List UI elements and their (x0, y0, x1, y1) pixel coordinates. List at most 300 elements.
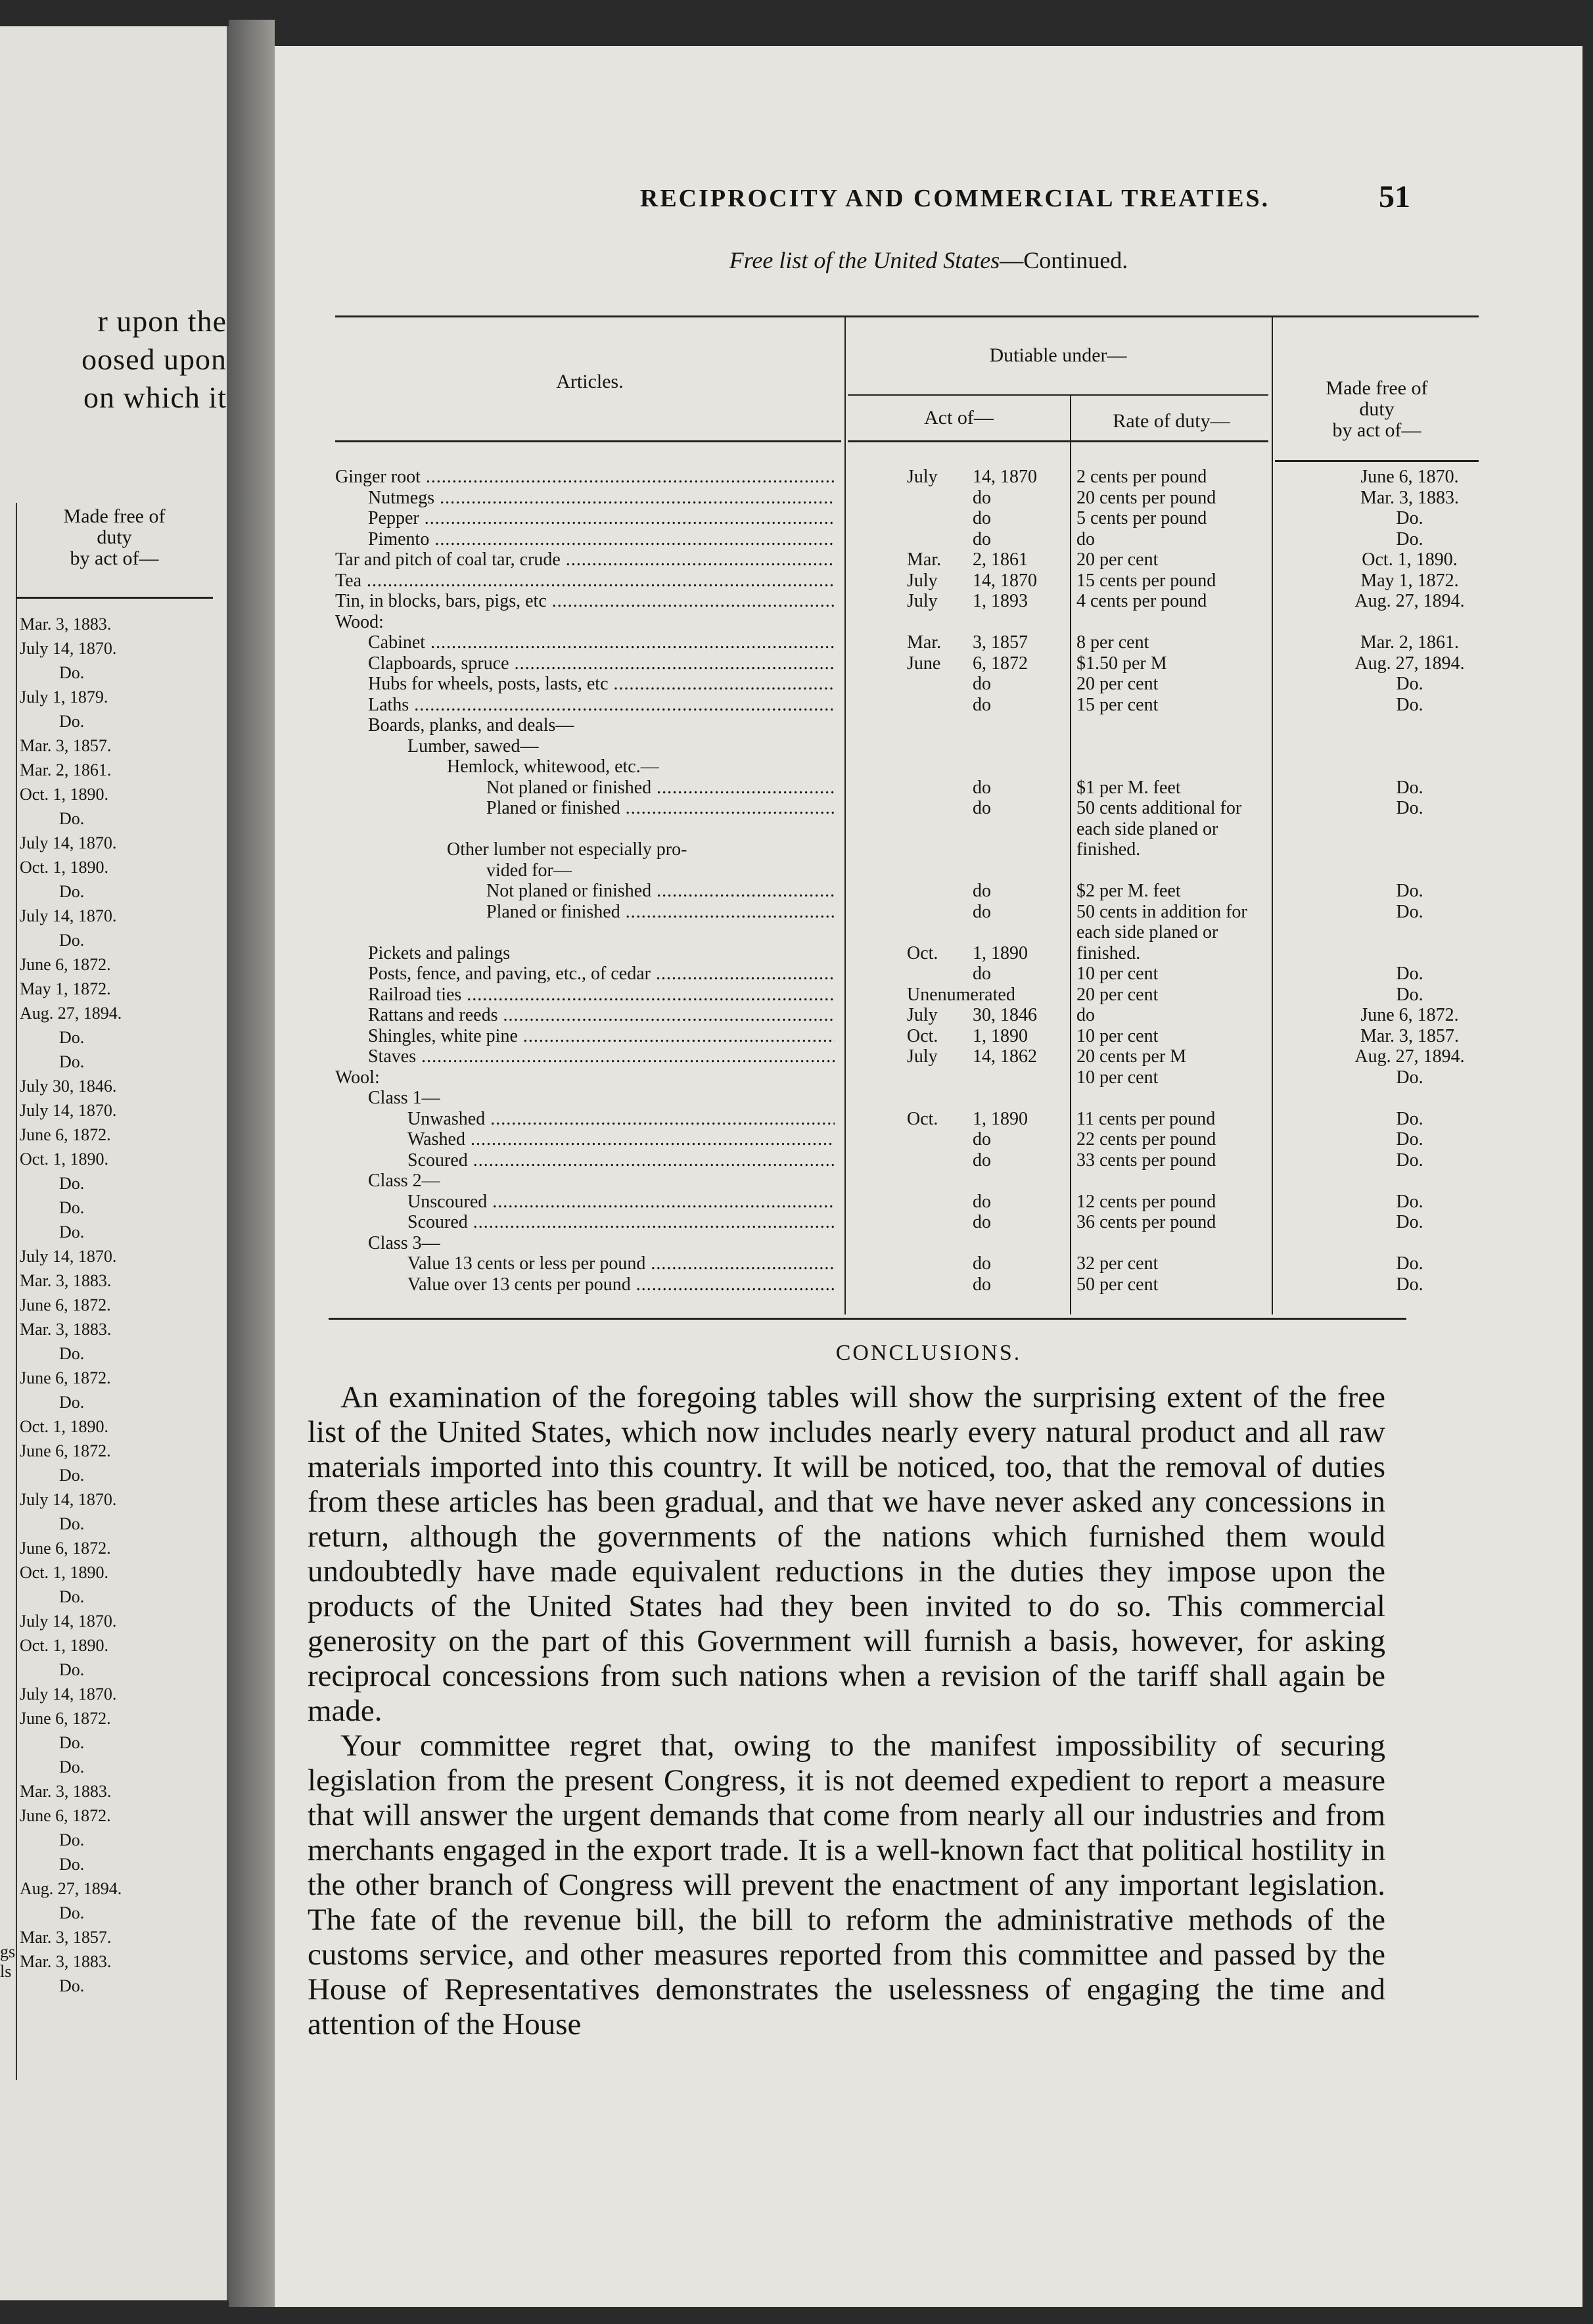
facing-date: Oct. 1, 1890. (20, 858, 109, 877)
made-free-cell: Oct. 1, 1890. (1362, 549, 1458, 570)
page-number: 51 (1379, 179, 1410, 214)
rate-cell: 4 cents per pound (1076, 591, 1207, 611)
facing-date: Do. (59, 712, 85, 731)
rate-cell: 10 per cent (1076, 964, 1159, 984)
table-row (335, 943, 1479, 964)
header-made-free (1275, 378, 1479, 441)
table-row (335, 1150, 1479, 1171)
act-date: do (973, 901, 991, 922)
act-cell (907, 964, 1065, 985)
made-free-cell: Do. (1396, 674, 1423, 694)
act-cell (907, 902, 1065, 923)
facing-line: on which it (83, 381, 227, 414)
act-date: do (973, 1129, 991, 1150)
made-free-cell: June 6, 1872. (1360, 1005, 1459, 1025)
act-cell (907, 1026, 1065, 1047)
rate-cell: 33 cents per pound (1076, 1150, 1216, 1171)
article-cell: Planed or finished ..... (486, 798, 835, 819)
article-cell: Nutmegs ..... (368, 488, 835, 509)
act-cell (907, 695, 1065, 716)
header-bottom-rule (335, 440, 841, 442)
facing-date: Do. (59, 1660, 85, 1679)
facing-date: Do. (59, 931, 85, 950)
act-date: 14, 1862 (973, 1046, 1037, 1067)
article-cell: Shingles, white pine ..... (368, 1026, 835, 1047)
rate-cell: 20 per cent (1076, 549, 1159, 570)
act-date: do (973, 674, 991, 694)
act-cell (907, 674, 1065, 695)
act-date: 1, 1890 (973, 942, 1028, 964)
table-row (335, 1171, 1479, 1192)
facing-date: July 14, 1870. (20, 1490, 117, 1509)
act-date: 6, 1872 (973, 653, 1028, 674)
act-cell (907, 1129, 1065, 1150)
made-free-cell: Do. (1396, 1274, 1423, 1295)
made-free-cell: June 6, 1870. (1360, 467, 1459, 487)
table-row (335, 1109, 1479, 1130)
article-cell: Ginger root ..... (335, 467, 835, 488)
facing-date: Oct. 1, 1890. (20, 1417, 109, 1436)
act-cell (907, 508, 1065, 529)
table-row (335, 1233, 1479, 1254)
article-cell: Other lumber not especially pro- (447, 839, 687, 860)
act-cell (907, 1253, 1065, 1274)
made-free-cell: Do. (1396, 901, 1423, 922)
article-cell: Planed or finished ..... (486, 902, 835, 923)
article-cell: Wood: (335, 611, 384, 632)
article-cell: Hemlock, whitewood, etc.— (447, 756, 659, 777)
article-cell: Cabinet ..... (368, 632, 835, 653)
facing-date: May 1, 1872. (20, 979, 111, 998)
facing-date: Do. (59, 663, 85, 682)
facing-date: June 6, 1872. (20, 955, 111, 974)
paragraph: An examination of the foregoing tables will show the surprising extent of the free list of the United States, which now includes nearly every natural product and all raw materials imported into this country. It will be noticed, too, that the removal of duties from these articles has been gradual, and that we have never asked any concessions in return, although the governments of the nations which furnished them would undoubtedly have made equivalent reductions in the duties they impose upon the products of the United States had they been invited to do so. This commercial generosity on the part of this Government will furnish a basis, however, for asking reciprocal concessions from such nations when a revision of the tariff shall again be made. (308, 1380, 1385, 1728)
facing-date: Do. (59, 1855, 85, 1874)
free-list-table (335, 296, 1479, 1347)
facing-date: July 14, 1870. (20, 1247, 117, 1266)
act-date: do (973, 1253, 991, 1274)
made-free-cell: Do. (1396, 694, 1423, 715)
rate-cell: 15 per cent (1076, 694, 1159, 715)
article-cell: Washed ..... (407, 1129, 835, 1150)
rate-cell: 11 cents per pound (1076, 1108, 1216, 1129)
table-row (335, 1026, 1479, 1047)
act-month: July (907, 591, 938, 611)
facing-date: July 30, 1846. (20, 1077, 117, 1096)
rate-cell: $1 per M. feet (1076, 777, 1181, 798)
facing-date: July 14, 1870. (20, 833, 117, 852)
act-cell (907, 1109, 1065, 1130)
facing-date: July 1, 1879. (20, 687, 108, 707)
made-free-cell: Do. (1396, 798, 1423, 818)
act-cell (907, 653, 1065, 674)
made-free-cell: Do. (1396, 508, 1423, 528)
made-free-cell: Do. (1396, 1129, 1423, 1150)
act-cell (907, 819, 1065, 840)
rate-cell: do (1076, 1005, 1095, 1025)
article-cell: Class 3— (368, 1232, 440, 1253)
article-cell: Value 13 cents or less per pound ..... (407, 1253, 835, 1274)
table-row (335, 1212, 1479, 1233)
facing-date: Do. (59, 1514, 85, 1533)
act-date: 1, 1890 (973, 1108, 1028, 1129)
rate-cell: $2 per M. feet (1076, 881, 1181, 901)
act-cell (907, 467, 1065, 488)
facing-date: Oct. 1, 1890. (20, 1563, 109, 1582)
facing-date: Do. (59, 1733, 85, 1752)
made-free-cell: Do. (1396, 528, 1423, 549)
book-page (275, 46, 1582, 2307)
facing-date: Do. (59, 1393, 85, 1412)
table-row (335, 632, 1479, 653)
act-date: 14, 1870 (973, 467, 1037, 487)
facing-date: Do. (59, 1222, 85, 1242)
facing-date: Mar. 3, 1883. (20, 1782, 112, 1801)
act-date: do (973, 777, 991, 798)
table-row (335, 653, 1479, 674)
facing-date: Do. (59, 1466, 85, 1485)
table-row (335, 467, 1479, 488)
made-free-cell: Do. (1396, 1067, 1423, 1088)
facing-date: Mar. 3, 1883. (20, 1271, 112, 1290)
act-date: do (973, 881, 991, 901)
act-cell (907, 985, 1065, 1006)
rate-cell: 12 cents per pound (1076, 1191, 1216, 1212)
header-rate-of-duty: Rate of duty— (1113, 410, 1230, 432)
article-cell: Unscoured ..... (407, 1192, 835, 1213)
act-cell (907, 632, 1065, 653)
article-cell: Scoured ..... (407, 1150, 835, 1171)
facing-date: July 14, 1870. (20, 639, 117, 658)
act-month: July (907, 467, 938, 487)
facing-date: Do. (59, 1976, 85, 1995)
article-cell: Pickets and palings (368, 942, 511, 964)
facing-date: Mar. 3, 1883. (20, 615, 112, 634)
article-cell: Scoured ..... (407, 1212, 835, 1233)
facing-date: June 6, 1872. (20, 1709, 111, 1728)
table-row (335, 964, 1479, 985)
facing-date: Do. (59, 1903, 85, 1922)
article-cell: Tea ..... (335, 570, 835, 592)
facing-date: Oct. 1, 1890. (20, 1636, 109, 1655)
act-cell (907, 1192, 1065, 1213)
act-date: 1, 1893 (973, 591, 1028, 611)
table-row (335, 881, 1479, 902)
article-cell: Tar and pitch of coal tar, crude ..... (335, 549, 835, 570)
article-cell: Pepper ..... (368, 508, 835, 529)
facing-date: July 14, 1870. (20, 1101, 117, 1120)
facing-date: Do. (59, 1174, 85, 1193)
act-cell (907, 1212, 1065, 1233)
table-row (335, 1088, 1479, 1109)
rate-cell: 5 cents per pound (1076, 508, 1207, 528)
made-free-cell: Do. (1396, 1212, 1423, 1232)
facing-date: June 6, 1872. (20, 1295, 111, 1314)
article-cell: Unwashed ..... (407, 1109, 835, 1130)
made-free-cell: Aug. 27, 1894. (1354, 653, 1465, 674)
act-cell (907, 715, 1065, 736)
facing-date: Do. (59, 1830, 85, 1849)
act-cell (907, 529, 1065, 550)
article-cell: Boards, planks, and deals— (368, 715, 574, 735)
article-cell: Laths ..... (368, 695, 835, 716)
facing-fragment: gs (0, 1942, 16, 1961)
article-cell: Pimento ..... (368, 529, 835, 550)
act-cell (907, 570, 1065, 592)
rate-cell: each side planed or (1076, 818, 1218, 839)
facing-date: July 14, 1870. (20, 906, 117, 925)
article-cell: Rattans and reeds ..... (368, 1005, 835, 1026)
table-row (335, 1274, 1479, 1295)
table-row (335, 819, 1479, 840)
facing-page-text (81, 302, 227, 417)
table-row (335, 508, 1479, 529)
act-cell (907, 756, 1065, 778)
table-row (335, 1046, 1479, 1067)
act-month: July (907, 1005, 938, 1025)
header-dutiable-under: Dutiable under— (989, 344, 1127, 366)
article-cell: Class 1— (368, 1088, 440, 1108)
facing-header-rule (16, 597, 213, 599)
rate-cell: 20 per cent (1076, 984, 1159, 1005)
header-articles: Articles. (556, 371, 624, 392)
facing-date: July 14, 1870. (20, 1612, 117, 1631)
table-row (335, 839, 1479, 860)
table-row (335, 756, 1479, 778)
article-cell: Hubs for wheels, posts, lasts, etc ..... (368, 674, 835, 695)
act-month: June (907, 653, 941, 674)
table-row (335, 798, 1479, 819)
act-month: Mar. (907, 549, 942, 570)
article-cell: Not planed or finished ..... (486, 881, 835, 902)
article-cell: Staves ..... (368, 1046, 835, 1067)
running-title: RECIPROCITY AND COMMERCIAL TREATIES. (639, 185, 1270, 212)
act-date: 30, 1846 (973, 1005, 1037, 1025)
rate-cell: 15 cents per pound (1076, 570, 1216, 591)
act-cell (907, 1005, 1065, 1026)
caption-rest: —Continued. (1000, 247, 1128, 273)
act-date: do (973, 487, 991, 508)
table-row (335, 612, 1479, 633)
act-date: 14, 1870 (973, 570, 1037, 591)
table-caption (275, 246, 1582, 274)
rate-cell: 8 per cent (1076, 632, 1149, 653)
made-free-cell: Mar. 3, 1883. (1360, 487, 1460, 508)
table-row (335, 985, 1479, 1006)
act-cell (907, 1150, 1065, 1171)
conclusions-body (308, 1380, 1385, 2042)
act-date: 2, 1861 (973, 549, 1028, 570)
table-row (335, 860, 1479, 881)
made-free-line: Made free of (1326, 377, 1428, 399)
made-free-cell: Do. (1396, 964, 1423, 984)
act-month: Mar. (907, 632, 942, 653)
table-row (335, 674, 1479, 695)
made-free-cell: Do. (1396, 1191, 1423, 1212)
facing-date: June 6, 1872. (20, 1539, 111, 1558)
facing-page (0, 26, 229, 2300)
act-date: 3, 1857 (973, 632, 1028, 653)
facing-date: Do. (59, 809, 85, 828)
table-row (335, 1192, 1479, 1213)
rate-cell: 50 cents additional for (1076, 798, 1242, 818)
made-free-cell: Mar. 3, 1857. (1360, 1025, 1460, 1046)
rate-cell: 10 per cent (1076, 1067, 1159, 1088)
table-row (335, 549, 1479, 570)
article-cell: Posts, fence, and paving, etc., of cedar ..... (368, 964, 835, 985)
made-free-cell: Do. (1396, 1108, 1423, 1129)
table-row (335, 570, 1479, 592)
header-bottom-rule (1275, 460, 1479, 462)
made-free-cell: Do. (1396, 984, 1423, 1005)
made-free-cell: May 1, 1872. (1360, 570, 1459, 591)
act-month: Oct. (907, 1025, 938, 1046)
act-cell (907, 943, 1065, 964)
facing-header-line: duty (97, 526, 132, 548)
act-date: do (973, 508, 991, 528)
facing-date: Do. (59, 1757, 85, 1777)
act-month: July (907, 1046, 938, 1067)
act-date: do (973, 694, 991, 715)
rate-cell: 20 cents per M (1076, 1046, 1187, 1067)
table-row (335, 736, 1479, 757)
table-row (335, 529, 1479, 550)
article-cell: vided for— (486, 860, 572, 881)
facing-fragment: ls (0, 1962, 12, 1981)
act-cell (907, 881, 1065, 902)
facing-date: June 6, 1872. (20, 1125, 111, 1144)
act-date: do (973, 1274, 991, 1295)
act-month: Unenumerated (907, 984, 1015, 1005)
table-row (335, 902, 1479, 923)
rate-cell: 20 cents per pound (1076, 487, 1216, 508)
paragraph: Your committee regret that, owing to the manifest impossibility of securing legislation from the present Congress, it is not deemed expedient to report a measure that will answer the urgent demands that come from nearly all our industries and from merchants engaged in the export trade. It is a well-known fact that political hostility in the other branch of Congress will prevent the enactment of any important legislation. The fate of the revenue bill, the bill to reform the administrative methods of the customs service, and other measures reported from this committee and passed by the House of Representatives demonstrates the uselessness of engaging the time and attention of the House (308, 1729, 1385, 2041)
facing-date: Mar. 2, 1861. (20, 760, 112, 779)
made-free-cell: Do. (1396, 881, 1423, 901)
facing-date: Mar. 3, 1857. (20, 736, 112, 755)
rate-cell: 36 cents per pound (1076, 1212, 1216, 1232)
table-bottom-rule (329, 1318, 1406, 1320)
table-row (335, 591, 1479, 612)
rate-cell: 50 cents in addition for (1076, 901, 1247, 922)
facing-date: Mar. 3, 1857. (20, 1928, 112, 1947)
rate-cell: finished. (1076, 942, 1141, 964)
facing-date: Do. (59, 1028, 85, 1047)
article-cell: Lumber, sawed— (407, 735, 539, 756)
made-free-cell: Aug. 27, 1894. (1354, 591, 1465, 611)
article-cell: Value over 13 cents per pound ..... (407, 1274, 835, 1295)
rate-cell: finished. (1076, 839, 1141, 860)
facing-date: Do. (59, 1052, 85, 1071)
made-free-cell: Mar. 2, 1861. (1360, 632, 1460, 653)
header-bottom-rule (848, 440, 1268, 442)
made-free-line: by act of— (1332, 419, 1421, 441)
made-free-cell: Do. (1396, 777, 1423, 798)
facing-date: Do. (59, 882, 85, 901)
facing-date: Mar. 3, 1883. (20, 1320, 112, 1339)
act-cell (907, 488, 1065, 509)
act-cell (907, 1274, 1065, 1295)
rate-cell: 32 per cent (1076, 1253, 1159, 1274)
act-cell (907, 736, 1065, 757)
facing-date: Aug. 27, 1894. (20, 1879, 122, 1898)
act-month: Oct. (907, 942, 938, 964)
table-row (335, 1129, 1479, 1150)
rate-cell: 10 per cent (1076, 1025, 1159, 1046)
header-act-of: Act of— (924, 407, 994, 429)
facing-date: Oct. 1, 1890. (20, 1150, 109, 1169)
table-row (335, 695, 1479, 716)
table-top-rule (335, 315, 1479, 317)
dutiable-subrule (848, 394, 1268, 396)
act-month: July (907, 570, 938, 591)
table-row (335, 1005, 1479, 1026)
table-row (335, 1253, 1479, 1274)
rate-cell: 50 per cent (1076, 1274, 1159, 1295)
made-free-cell: Do. (1396, 1253, 1423, 1274)
act-month: Oct. (907, 1108, 938, 1129)
table-row (335, 922, 1479, 943)
act-cell (907, 1067, 1065, 1088)
table-row (335, 778, 1479, 799)
table-row (335, 715, 1479, 736)
rate-cell: 20 per cent (1076, 674, 1159, 694)
facing-date: July 14, 1870. (20, 1685, 117, 1704)
facing-date: Do. (59, 1344, 85, 1363)
rate-cell: 2 cents per pound (1076, 467, 1207, 487)
facing-date: June 6, 1872. (20, 1441, 111, 1460)
book-gutter (229, 20, 275, 2307)
act-date: do (973, 964, 991, 984)
act-cell (907, 1046, 1065, 1067)
act-cell (907, 839, 1065, 860)
made-free-cell: Do. (1396, 1150, 1423, 1171)
article-cell: Not planed or finished ..... (486, 778, 835, 799)
act-cell (907, 860, 1065, 881)
conclusions-heading: CONCLUSIONS. (835, 1341, 1022, 1365)
article-cell: Clapboards, spruce ..... (368, 653, 835, 674)
act-date: do (973, 1150, 991, 1171)
act-cell (907, 1233, 1065, 1254)
rate-cell: each side planed or (1076, 922, 1218, 942)
facing-date: Do. (59, 1587, 85, 1606)
table-row (335, 488, 1479, 509)
act-cell (907, 798, 1065, 819)
article-cell: Wool: (335, 1067, 380, 1088)
facing-column-header (16, 506, 213, 569)
act-cell (907, 612, 1065, 633)
facing-header-line: by act of— (70, 547, 159, 569)
facing-date: June 6, 1872. (20, 1806, 111, 1825)
act-cell (907, 1088, 1065, 1109)
caption-italic: Free list of the United States (729, 247, 1000, 273)
rate-cell: do (1076, 528, 1095, 549)
act-date: 1, 1890 (973, 1025, 1028, 1046)
facing-date: Do. (59, 1198, 85, 1217)
facing-date: Mar. 3, 1883. (20, 1952, 112, 1971)
facing-header-line: Made free of (63, 505, 166, 527)
act-date: do (973, 1191, 991, 1212)
article-cell: Tin, in blocks, bars, pigs, etc ..... (335, 591, 835, 612)
page-header (275, 179, 1582, 223)
facing-line: oosed upon (81, 342, 227, 376)
made-free-line: duty (1359, 398, 1395, 420)
article-cell: Railroad ties ..... (368, 985, 835, 1006)
act-date: do (973, 798, 991, 818)
article-cell: Class 2— (368, 1171, 440, 1191)
act-cell (907, 922, 1065, 943)
act-cell (907, 591, 1065, 612)
